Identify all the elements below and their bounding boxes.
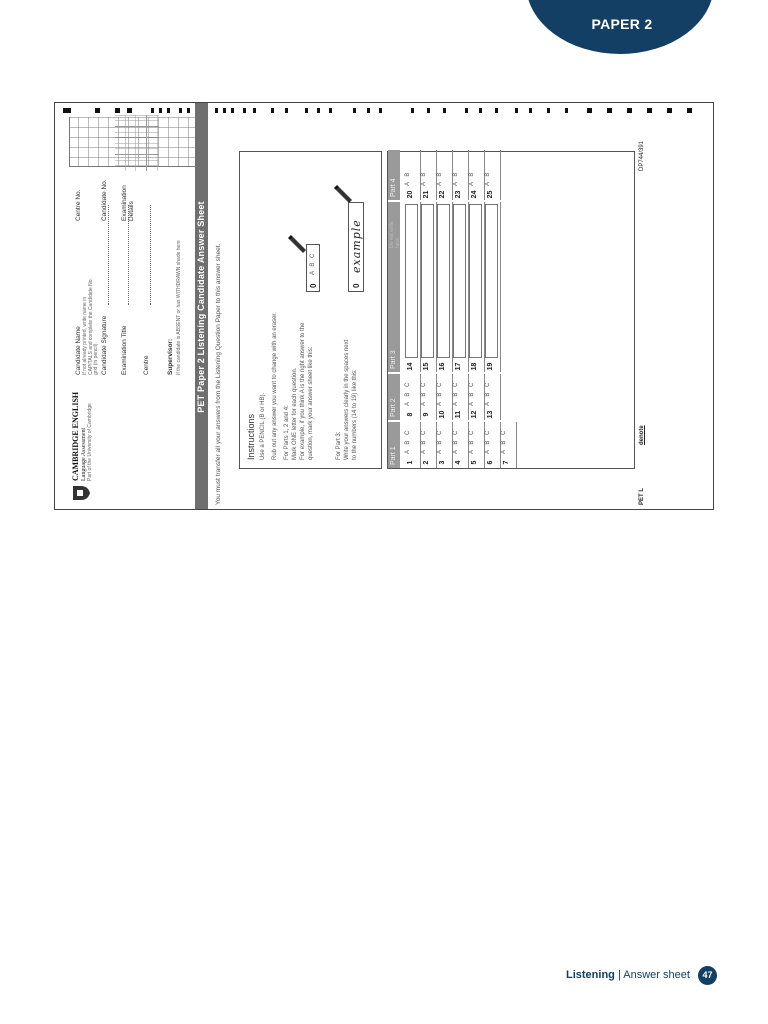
row-divider [516, 422, 517, 468]
answer-write-box[interactable] [437, 204, 450, 358]
question-number: 7 [503, 460, 510, 465]
question-number: 25 [487, 190, 494, 199]
footer-separator: | [614, 969, 624, 981]
row-divider [500, 202, 501, 372]
answer-options[interactable]: A B C [485, 428, 491, 454]
row-divider [500, 150, 501, 200]
answer-options[interactable]: A B C [421, 380, 427, 406]
question-number: 20 [407, 190, 414, 199]
timing-marks [55, 103, 714, 113]
question-number: 22 [439, 190, 446, 199]
answer-options[interactable]: A B [437, 170, 443, 186]
question-number: 15 [423, 362, 430, 371]
question-number: 16 [439, 362, 446, 371]
candidate-name-label: Candidate Name [75, 326, 82, 375]
answer-options[interactable]: A B C [405, 428, 411, 454]
question-number: 18 [471, 362, 478, 371]
crest-icon [71, 483, 91, 503]
instr-line-6: question, mark your answer sheet like this: [308, 346, 314, 460]
supervisor-label: Supervisor: [167, 338, 174, 375]
candidate-name-note: If not already printed, write name in CAPITALS and complete the Candidate No. grid (in pencil). [82, 278, 99, 375]
example-word-box [348, 202, 364, 292]
instr-line-4: Mark ONE letter for each question. [292, 367, 298, 460]
sheet-footer-code: DP744/391 [639, 140, 645, 171]
answer-write-box[interactable] [453, 204, 466, 358]
example-word-text: example [350, 219, 363, 273]
instructions-title: Instructions [246, 413, 256, 460]
sheet-banner: PET Paper 2 Listening Candidate Answer Sheet [195, 103, 208, 510]
example-mark-abc: A B C [310, 252, 316, 275]
question-number: 2 [423, 460, 430, 465]
part2-header: Part 2 [388, 374, 400, 420]
sheet-footer-left: PET L [639, 487, 645, 505]
answer-options[interactable]: A B C [437, 380, 443, 406]
answer-options[interactable]: A B [485, 170, 491, 186]
answer-area [387, 151, 635, 469]
pencil-icon [284, 234, 306, 256]
answer-write-box[interactable] [485, 204, 498, 358]
question-number: 4 [455, 460, 462, 465]
logo-line1: CAMBRIDGE ENGLISH [71, 391, 80, 481]
example-mark-zero: 0 [309, 283, 318, 288]
examination-details-label: Examination Details [121, 185, 135, 221]
page-number-badge: 47 [698, 966, 717, 985]
part1-header: Part 1 [388, 422, 400, 468]
question-number: 23 [455, 190, 462, 199]
sheet-footer-brand: denote [639, 425, 645, 445]
candidate-no-label: Candidate No. [101, 179, 108, 221]
answer-write-box[interactable] [421, 204, 434, 358]
centre-line [150, 205, 151, 305]
transfer-note: You must transfer all your answers from the Listening Question Paper to this answer sheet. [215, 243, 222, 505]
question-number: 17 [455, 362, 462, 371]
answer-options[interactable]: A B C [453, 428, 459, 454]
question-number: 14 [407, 362, 414, 371]
centre-no-label: Centre No. [75, 189, 82, 221]
do-not-write-note: Do not write here [389, 221, 401, 248]
answer-options[interactable]: A B C [469, 428, 475, 454]
answer-options[interactable]: A B C [453, 380, 459, 406]
instructions-box [239, 151, 382, 469]
centre-label: Centre [143, 355, 150, 375]
question-number: 24 [471, 190, 478, 199]
example-mark-box [306, 244, 320, 292]
answer-options[interactable]: A B [405, 170, 411, 186]
question-number: 21 [423, 190, 430, 199]
question-number: 9 [423, 412, 430, 417]
answer-write-box[interactable] [405, 204, 418, 358]
part3-header: Part 3 [388, 202, 400, 372]
example-word-zero: 0 [352, 283, 361, 288]
answer-options[interactable]: A B C [501, 428, 507, 454]
answer-options[interactable]: A B [453, 170, 459, 186]
answer-write-box[interactable] [469, 204, 482, 358]
candidate-number-grid [115, 115, 159, 171]
signature-line [108, 205, 109, 305]
question-number: 19 [487, 362, 494, 371]
question-number: 13 [487, 410, 494, 419]
paper-tab-label: PAPER 2 [591, 16, 653, 32]
answer-options[interactable]: A B [469, 170, 475, 186]
logo-line3: Part of the University of Cambridge [87, 403, 93, 481]
part4-header: Part 4 [388, 150, 400, 200]
question-number: 6 [487, 460, 494, 465]
question-number: 11 [455, 410, 462, 419]
answer-options[interactable]: A B C [421, 428, 427, 454]
instr-line-5: For example, if you think A is the right answer to the [300, 322, 306, 460]
pencil-icon [330, 184, 352, 206]
answer-sheet [54, 102, 714, 510]
footer-section: Listening [566, 969, 615, 981]
answer-options[interactable]: A B C [469, 380, 475, 406]
answer-options[interactable]: A B C [485, 380, 491, 406]
instr-line-1: Use a PENCIL (B or HB). [260, 392, 266, 460]
question-number: 1 [407, 460, 414, 465]
page-footer [566, 969, 690, 981]
question-number: 3 [439, 460, 446, 465]
answer-sheet-rotated [55, 103, 714, 510]
instr-line-3: For Parts 1, 2 and 4: [284, 405, 290, 460]
examination-title-label: Examination Title [121, 325, 128, 375]
logo-line2: Language Assessment [81, 427, 87, 481]
footer-subtitle: Answer sheet [623, 969, 690, 981]
candidate-signature-label: Candidate Signature [101, 315, 108, 375]
instr-line-9: to the numbers (14 to 19) like this: [352, 369, 358, 460]
supervisor-note: If the candidate is ABSENT or has WITHDRAWN shade here [176, 240, 182, 375]
row-divider [500, 374, 501, 420]
question-number: 8 [407, 412, 414, 417]
answer-options[interactable]: A B C [405, 380, 411, 406]
instr-line-2: Rub out any answer you want to change with an eraser. [272, 312, 278, 460]
question-number: 10 [439, 410, 446, 419]
question-number: 12 [471, 410, 478, 419]
question-number: 5 [471, 460, 478, 465]
instr-line-7: For Part 3: [336, 431, 342, 460]
answer-options[interactable]: A B [421, 170, 427, 186]
instr-line-8: Write your answers clearly in the spaces next [344, 339, 350, 460]
answer-options[interactable]: A B C [437, 428, 443, 454]
